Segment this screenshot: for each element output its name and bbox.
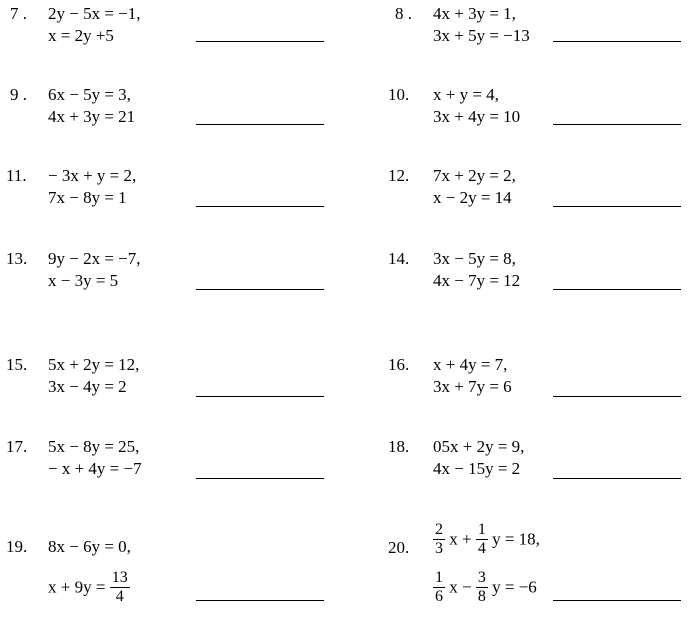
fraction-denominator: 4 bbox=[477, 540, 486, 557]
fraction bbox=[110, 570, 130, 605]
equation-2: x − 2y = 14 bbox=[433, 188, 512, 207]
fraction-numerator: 2 bbox=[435, 521, 443, 538]
answer-line-8[interactable] bbox=[553, 41, 681, 42]
problem-number: 11. bbox=[6, 166, 27, 185]
equation-2 bbox=[433, 570, 537, 605]
equation-2: 4x − 7y = 12 bbox=[433, 271, 521, 290]
equation-1: 05x + 2y = 9, bbox=[433, 437, 525, 456]
equation-1: 9y − 2x = −7, bbox=[48, 249, 141, 268]
problem-number: 20. bbox=[388, 538, 410, 557]
equation-1: − 3x + y = 2, bbox=[48, 166, 137, 185]
problem-number: 7 . bbox=[10, 4, 27, 23]
answer-line-12[interactable] bbox=[553, 206, 681, 207]
problem-number: 14. bbox=[388, 249, 410, 268]
equation-1: 6x − 5y = 3, bbox=[48, 85, 131, 104]
equation-2-left: x + 9y = bbox=[48, 577, 106, 597]
equation-2: 3x + 4y = 10 bbox=[433, 107, 521, 126]
answer-line-17[interactable] bbox=[196, 478, 324, 479]
equation-1: 8x − 6y = 0, bbox=[48, 537, 131, 556]
answer-line-19[interactable] bbox=[196, 600, 324, 601]
fraction bbox=[433, 522, 445, 557]
problem-number: 17. bbox=[6, 437, 28, 456]
fraction bbox=[433, 570, 445, 605]
fraction-denominator: 6 bbox=[435, 588, 443, 605]
fraction-denominator: 3 bbox=[435, 540, 443, 557]
answer-line-16[interactable] bbox=[553, 396, 681, 397]
answer-line-15[interactable] bbox=[196, 396, 324, 397]
answer-line-13[interactable] bbox=[196, 289, 324, 290]
fraction bbox=[476, 570, 488, 605]
equation-1: 2y − 5x = −1, bbox=[48, 4, 141, 23]
equation-2 bbox=[48, 570, 130, 605]
problem-number: 8 . bbox=[395, 4, 412, 23]
fraction-denominator: 8 bbox=[477, 588, 486, 605]
equation-1: x + 4y = 7, bbox=[433, 355, 508, 374]
equation-2: 3x − 4y = 2 bbox=[48, 377, 127, 396]
equation-1: 5x − 8y = 25, bbox=[48, 437, 140, 456]
equation-text: y = −6 bbox=[492, 577, 537, 597]
problem-number: 19. bbox=[6, 537, 28, 556]
equation-2: − x + 4y = −7 bbox=[48, 459, 142, 478]
fraction-numerator: 13 bbox=[111, 569, 128, 586]
answer-line-9[interactable] bbox=[196, 124, 324, 125]
equation-2: 3x + 7y = 6 bbox=[433, 377, 512, 396]
equation-2: 3x + 5y = −13 bbox=[433, 26, 530, 45]
equation-1: 3x − 5y = 8, bbox=[433, 249, 516, 268]
answer-line-10[interactable] bbox=[553, 124, 681, 125]
equation-2: x = 2y +5 bbox=[48, 26, 114, 45]
answer-line-11[interactable] bbox=[196, 206, 324, 207]
equation-1: x + y = 4, bbox=[433, 85, 499, 104]
equation-text: y = 18, bbox=[492, 529, 540, 549]
equation-2: 7x − 8y = 1 bbox=[48, 188, 127, 207]
equation-1: 5x + 2y = 12, bbox=[48, 355, 140, 374]
equation-1: 7x + 2y = 2, bbox=[433, 166, 516, 185]
equation-2: x − 3y = 5 bbox=[48, 271, 119, 290]
answer-line-20[interactable] bbox=[553, 600, 681, 601]
problem-number: 10. bbox=[388, 85, 410, 104]
equation-1 bbox=[433, 522, 540, 557]
equation-1: 4x + 3y = 1, bbox=[433, 4, 516, 23]
fraction-denominator: 4 bbox=[115, 588, 124, 605]
equation-2: 4x − 15y = 2 bbox=[433, 459, 521, 478]
equation-2: 4x + 3y = 21 bbox=[48, 107, 136, 126]
problem-number: 12. bbox=[388, 166, 410, 185]
problem-number: 15. bbox=[6, 355, 28, 374]
answer-line-7[interactable] bbox=[196, 41, 324, 42]
answer-line-14[interactable] bbox=[553, 289, 681, 290]
problem-number: 9 . bbox=[10, 85, 27, 104]
equation-text: x + bbox=[449, 529, 472, 549]
fraction bbox=[476, 522, 488, 557]
problem-number: 18. bbox=[388, 437, 410, 456]
fraction-numerator: 3 bbox=[477, 569, 486, 586]
answer-line-18[interactable] bbox=[553, 478, 681, 479]
fraction-numerator: 1 bbox=[435, 569, 443, 586]
problem-number: 16. bbox=[388, 355, 410, 374]
problem-number: 13. bbox=[6, 249, 28, 268]
equation-text: x − bbox=[449, 577, 472, 597]
fraction-numerator: 1 bbox=[477, 521, 486, 538]
